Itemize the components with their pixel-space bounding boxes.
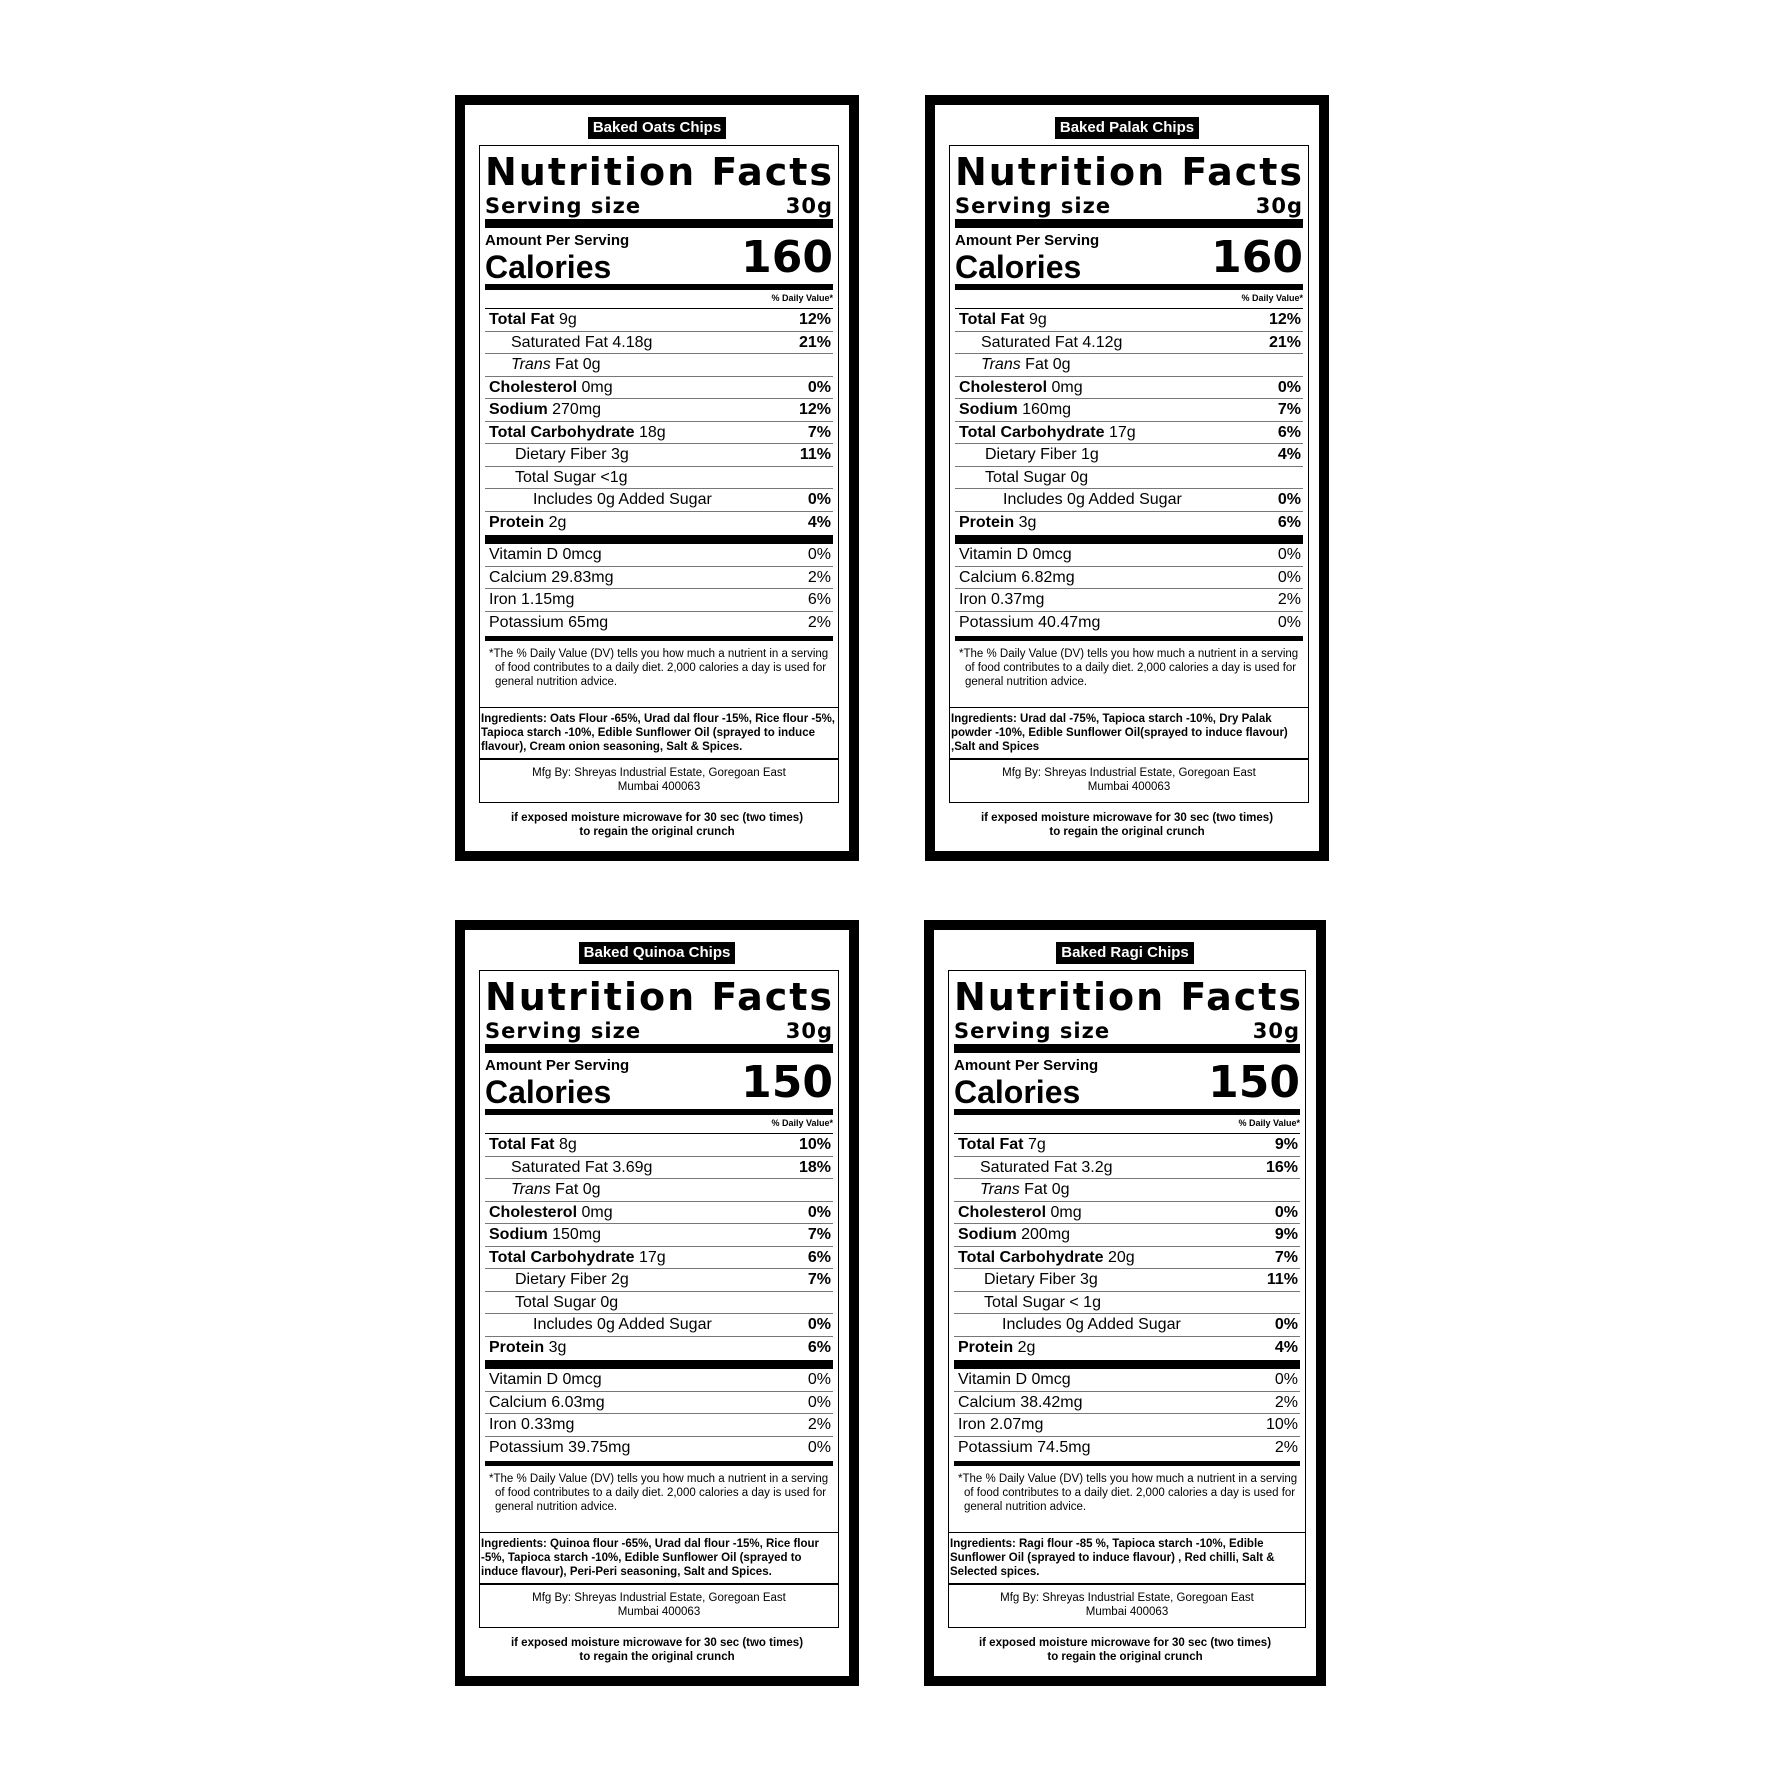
- vitamin-name: Potassium 74.5mg: [958, 1438, 1091, 1456]
- nutrient-amount: 0g: [1070, 468, 1089, 486]
- calories-label: Calories: [485, 249, 612, 285]
- vitamin-name: Potassium 40.47mg: [959, 613, 1101, 631]
- nutrient-dv: 0%: [1277, 378, 1301, 396]
- nutrient-name: Includes 0g Added Sugar: [1002, 1316, 1181, 1333]
- nutrient-row: [955, 512, 1303, 535]
- nutrient-name: Protein: [958, 1338, 1014, 1356]
- nutrient-amount: 3g: [611, 446, 629, 463]
- nutrient-amount: 9g: [1028, 311, 1047, 328]
- nutrient-name: Total Fat: [958, 1136, 1024, 1153]
- calories-label: Calories: [955, 249, 1082, 285]
- nutrient-dv: 21%: [1268, 333, 1301, 351]
- vitamin-name: Potassium 65mg: [489, 613, 609, 631]
- nutrient-row: [955, 444, 1303, 467]
- nutrient-amount: 7g: [1027, 1136, 1046, 1153]
- nutrient-amount: 2g: [611, 1271, 629, 1288]
- vitamin-dv: 2%: [1274, 1438, 1298, 1456]
- nutrient-row: [485, 512, 833, 535]
- nutrient-name: Trans: [980, 1181, 1020, 1198]
- nutrient-name: Sodium: [489, 1226, 548, 1243]
- vitamin-name: Potassium 39.75mg: [489, 1438, 631, 1456]
- nutrient-rows: [485, 1133, 833, 1359]
- vitamin-name: Vitamin D 0mcg: [958, 1371, 1071, 1388]
- serving-size-value: 30g: [785, 1019, 833, 1043]
- serving-size-label: Serving size: [954, 1019, 1111, 1043]
- nutrient-dv: 9%: [1274, 1136, 1298, 1153]
- nutrient-name: Protein: [959, 513, 1015, 531]
- daily-value-header: % Daily Value*: [771, 1118, 833, 1128]
- nutrient-row: [955, 332, 1303, 355]
- nutrient-name: Dietary Fiber: [515, 446, 607, 463]
- vitamin-name: Iron 1.15mg: [489, 591, 575, 608]
- nutrient-name: Sodium: [958, 1226, 1017, 1243]
- vitamin-name: Iron 0.37mg: [959, 591, 1045, 608]
- nutrition-panel: [949, 145, 1309, 759]
- manufacturer-line: Mumbai 400063: [617, 781, 701, 793]
- vitamin-name: Calcium 6.03mg: [489, 1393, 605, 1411]
- nutrient-name: Saturated Fat: [511, 333, 608, 351]
- nutrient-amount: 8g: [558, 1136, 577, 1153]
- vitamin-row: [954, 1369, 1300, 1392]
- nutrient-name: Includes 0g Added Sugar: [533, 1316, 712, 1333]
- microwave-note-line: to regain the original crunch: [1047, 1651, 1203, 1663]
- nutrient-name: Trans: [981, 356, 1021, 373]
- nutrient-amount: 20g: [1107, 1248, 1135, 1266]
- nutrient-dv: [1301, 467, 1303, 489]
- label-card: [925, 95, 1329, 861]
- nutrient-row: [485, 1292, 833, 1315]
- vitamin-dv: 2%: [807, 613, 831, 631]
- vitamin-name: Calcium 38.42mg: [958, 1393, 1083, 1411]
- manufacturer-line: Mfg By: Shreyas Industrial Estate, Goregoan East: [1000, 1592, 1254, 1604]
- vitamin-row: [485, 1369, 833, 1392]
- nutrient-dv: [831, 1292, 833, 1314]
- nutrient-name: Dietary Fiber: [985, 446, 1077, 463]
- nutrient-name: Dietary Fiber: [515, 1271, 607, 1288]
- nutrient-amount: 18g: [638, 423, 666, 441]
- nutrient-name: Includes 0g Added Sugar: [533, 491, 712, 508]
- nutrient-dv: 7%: [1274, 1248, 1298, 1266]
- microwave-note-line: if exposed moisture microwave for 30 sec (two times): [510, 812, 804, 824]
- nutrient-name: Cholesterol: [958, 1203, 1047, 1221]
- manufacturer-box: [479, 1584, 839, 1628]
- vitamin-rows: [485, 535, 833, 634]
- nutrient-dv: 6%: [807, 1338, 831, 1356]
- nutrient-dv: 0%: [1274, 1316, 1298, 1333]
- nutrient-row: [955, 354, 1303, 377]
- nutrient-dv: 18%: [798, 1158, 831, 1176]
- nutrition-facts-title: Nutrition Facts: [485, 150, 835, 194]
- nutrient-row: [485, 1247, 833, 1270]
- nutrient-amount: 17g: [638, 1248, 666, 1266]
- nutrition-panel: [479, 145, 839, 759]
- nutrient-dv: [831, 467, 833, 489]
- vitamin-dv: 0%: [1277, 613, 1301, 631]
- nutrient-name: Trans: [511, 1181, 551, 1198]
- daily-value-footnote: *The % Daily Value (DV) tells you how much a nutrient in a serving of food contributes to a daily diet. 2,000 calories a day is used for general nutrition advice.: [489, 1473, 829, 1513]
- vitamin-row: [955, 567, 1303, 590]
- microwave-note-line: if exposed moisture microwave for 30 sec (two times): [980, 812, 1274, 824]
- nutrient-amount: 0mg: [581, 378, 613, 396]
- nutrient-row: [954, 1157, 1300, 1180]
- nutrient-name: Protein: [489, 513, 545, 531]
- vitamin-dv: 6%: [807, 591, 831, 608]
- nutrient-row: [485, 309, 833, 332]
- product-name-badge: [465, 942, 849, 966]
- nutrient-name: Sodium: [489, 401, 548, 418]
- nutrient-dv: 0%: [1274, 1203, 1298, 1221]
- nutrient-dv: 7%: [807, 423, 831, 441]
- calories-label: Calories: [485, 1074, 612, 1110]
- serving-size-label: Serving size: [485, 194, 642, 218]
- manufacturer-box: [949, 759, 1309, 803]
- vitamin-row: [485, 1437, 833, 1460]
- ingredients-text: Ingredients: Quinoa flour -65%, Urad dal flour -15%, Rice flour -5%, Tapioca starch -10%, Edible Sunflower Oil (sprayed to induce flavour), Peri-Peri seasoning, Salt and Spices.: [479, 1532, 839, 1583]
- nutrient-row: [954, 1247, 1300, 1270]
- nutrient-name: Sodium: [959, 401, 1018, 418]
- nutrient-name: Saturated Fat: [980, 1158, 1077, 1176]
- nutrient-amount: 150mg: [552, 1226, 602, 1243]
- nutrient-row: [485, 1134, 833, 1157]
- nutrient-row: [954, 1269, 1300, 1292]
- nutrient-dv: 7%: [1277, 401, 1301, 418]
- serving-size-value: 30g: [785, 194, 833, 218]
- nutrient-amount: Fat 0g: [555, 356, 601, 373]
- ingredients-text: Ingredients: Urad dal -75%, Tapioca starch -10%, Dry Palak powder -10%, Edible Sunflower Oil(sprayed to induce flavour) ,Salt and Spices: [949, 707, 1309, 758]
- serving-size-label: Serving size: [485, 1019, 642, 1043]
- daily-value-header: % Daily Value*: [1238, 1118, 1300, 1128]
- vitamin-row: [955, 589, 1303, 612]
- vitamin-dv: 0%: [807, 1371, 831, 1388]
- product-name-badge: [465, 117, 849, 141]
- vitamin-dv: 2%: [1274, 1393, 1298, 1411]
- microwave-note-line: to regain the original crunch: [579, 826, 735, 838]
- vitamin-row: [485, 589, 833, 612]
- nutrient-name: Total Fat: [489, 311, 555, 328]
- nutrient-amount: 4.12g: [1082, 333, 1123, 351]
- nutrient-name: Total Carbohydrate: [489, 423, 635, 441]
- product-name: Baked Oats Chips: [588, 117, 726, 139]
- nutrient-rows: [485, 308, 833, 534]
- vitamin-name: Calcium 29.83mg: [489, 568, 614, 586]
- calories-value: 150: [741, 1057, 833, 1108]
- manufacturer-line: Mumbai 400063: [1087, 781, 1171, 793]
- serving-size-row: [485, 194, 833, 228]
- daily-value-footnote: *The % Daily Value (DV) tells you how much a nutrient in a serving of food contributes to a daily diet. 2,000 calories a day is used for general nutrition advice.: [959, 648, 1299, 688]
- product-name: Baked Palak Chips: [1055, 117, 1199, 139]
- nutrient-dv: [831, 1179, 833, 1201]
- nutrient-row: [955, 422, 1303, 445]
- nutrient-dv: 6%: [1277, 513, 1301, 531]
- nutrient-row: [485, 377, 833, 400]
- vitamin-dv: 0%: [1274, 1371, 1298, 1388]
- nutrient-amount: 4.18g: [612, 333, 653, 351]
- nutrient-row: [955, 309, 1303, 332]
- vitamin-row: [954, 1414, 1300, 1437]
- nutrient-amount: 3.2g: [1081, 1158, 1113, 1176]
- serving-size-label: Serving size: [955, 194, 1112, 218]
- amount-per-serving-label: Amount Per Serving: [954, 1057, 1099, 1074]
- daily-value-header: % Daily Value*: [1241, 293, 1303, 303]
- vitamin-row: [485, 1414, 833, 1437]
- ingredients-text: Ingredients: Oats Flour -65%, Urad dal flour -15%, Rice flour -5%, Tapioca starch -10%, Edible Sunflower Oil (sprayed to induce flavour), Cream onion seasoning, Salt & Spices.: [479, 707, 839, 758]
- nutrient-row: [954, 1337, 1300, 1360]
- vitamin-name: Vitamin D 0mcg: [489, 1371, 602, 1388]
- calories-block: [485, 1053, 833, 1115]
- serving-size-row: [955, 194, 1303, 228]
- nutrient-dv: 6%: [807, 1248, 831, 1266]
- nutrient-dv: 0%: [807, 378, 831, 396]
- nutrient-amount: <1g: [600, 468, 628, 486]
- vitamin-dv: 2%: [807, 1416, 831, 1433]
- nutrient-name: Saturated Fat: [981, 333, 1078, 351]
- nutrient-name: Total Fat: [959, 311, 1025, 328]
- serving-size-value: 30g: [1255, 194, 1303, 218]
- label-card: [924, 920, 1326, 1686]
- nutrient-name: Trans: [511, 356, 551, 373]
- microwave-note: [945, 811, 1309, 839]
- calories-value: 160: [1211, 232, 1303, 283]
- nutrient-rows: [954, 1133, 1300, 1359]
- nutrient-name: Total Carbohydrate: [958, 1248, 1104, 1266]
- nutrient-row: [954, 1134, 1300, 1157]
- nutrient-name: Protein: [489, 1338, 545, 1356]
- nutrition-facts-title: Nutrition Facts: [955, 150, 1305, 194]
- vitamin-name: Vitamin D 0mcg: [489, 546, 602, 563]
- vitamin-name: Vitamin D 0mcg: [959, 546, 1072, 563]
- nutrient-row: [485, 422, 833, 445]
- nutrient-row: [485, 1179, 833, 1202]
- vitamin-row: [955, 544, 1303, 567]
- nutrient-dv: 12%: [798, 401, 831, 418]
- nutrient-amount: 9g: [558, 311, 577, 328]
- vitamin-name: Iron 2.07mg: [958, 1416, 1044, 1433]
- nutrient-name: Total Fat: [489, 1136, 555, 1153]
- nutrient-dv: 12%: [1268, 311, 1301, 328]
- nutrient-dv: 12%: [798, 311, 831, 328]
- microwave-note-line: to regain the original crunch: [579, 1651, 735, 1663]
- nutrition-facts-title: Nutrition Facts: [954, 975, 1304, 1019]
- nutrient-dv: 21%: [798, 333, 831, 351]
- nutrient-name: Total Sugar: [984, 1293, 1065, 1311]
- nutrient-amount: 3g: [548, 1338, 567, 1356]
- nutrient-name: Total Carbohydrate: [959, 423, 1105, 441]
- nutrient-row: [485, 467, 833, 490]
- nutrient-amount: 3g: [1080, 1271, 1098, 1288]
- nutrient-row: [954, 1202, 1300, 1225]
- nutrient-amount: Fat 0g: [1025, 356, 1071, 373]
- nutrient-dv: 7%: [807, 1271, 831, 1288]
- nutrient-row: [485, 489, 833, 512]
- nutrient-name: Total Sugar: [515, 468, 596, 486]
- nutrient-dv: 0%: [807, 491, 831, 508]
- vitamin-row: [485, 544, 833, 567]
- ingredients-text: Ingredients: Ragi flour -85 %, Tapioca starch -10%, Edible Sunflower Oil (sprayed to induce flavour) , Red chilli, Salt & Selected spices.: [948, 1532, 1306, 1583]
- manufacturer-line: Mfg By: Shreyas Industrial Estate, Goregoan East: [532, 1592, 786, 1604]
- nutrient-amount: Fat 0g: [1024, 1181, 1070, 1198]
- nutrient-dv: 4%: [807, 513, 831, 531]
- vitamin-row: [954, 1392, 1300, 1415]
- vitamin-name: Calcium 6.82mg: [959, 568, 1075, 586]
- nutrient-amount: 0mg: [1050, 1203, 1082, 1221]
- nutrient-dv: 11%: [799, 446, 831, 463]
- nutrient-amount: 200mg: [1021, 1226, 1071, 1243]
- nutrient-amount: 160mg: [1022, 401, 1072, 418]
- nutrient-dv: [1298, 1292, 1300, 1314]
- nutrient-row: [485, 1314, 833, 1337]
- nutrient-dv: 0%: [807, 1316, 831, 1333]
- nutrient-row: [485, 354, 833, 377]
- vitamin-row: [954, 1437, 1300, 1460]
- calories-block: [954, 1053, 1300, 1115]
- daily-value-header: % Daily Value*: [771, 293, 833, 303]
- nutrient-name: Total Sugar: [515, 1293, 596, 1311]
- nutrient-amount: 0mg: [581, 1203, 613, 1221]
- nutrient-row: [485, 1224, 833, 1247]
- nutrient-dv: [1301, 354, 1303, 376]
- manufacturer-line: Mfg By: Shreyas Industrial Estate, Goregoan East: [1002, 767, 1256, 779]
- nutrient-dv: 0%: [1277, 491, 1301, 508]
- manufacturer-line: Mumbai 400063: [1085, 1606, 1169, 1618]
- nutrition-panel: [479, 970, 839, 1584]
- product-name: Baked Ragi Chips: [1056, 942, 1194, 964]
- microwave-note: [475, 1636, 839, 1664]
- microwave-note-line: if exposed moisture microwave for 30 sec (two times): [510, 1637, 804, 1649]
- nutrient-dv: 7%: [807, 1226, 831, 1243]
- nutrient-name: Total Carbohydrate: [489, 1248, 635, 1266]
- vitamin-row: [485, 567, 833, 590]
- nutrient-dv: [1298, 1179, 1300, 1201]
- nutrient-dv: 9%: [1274, 1226, 1298, 1243]
- manufacturer-box: [479, 759, 839, 803]
- manufacturer-line: Mfg By: Shreyas Industrial Estate, Goregoan East: [532, 767, 786, 779]
- product-name: Baked Quinoa Chips: [579, 942, 736, 964]
- nutrient-row: [955, 377, 1303, 400]
- nutrient-row: [485, 399, 833, 422]
- calories-block: [485, 228, 833, 290]
- product-name-badge: [934, 942, 1316, 966]
- nutrient-dv: 0%: [807, 1203, 831, 1221]
- amount-per-serving-label: Amount Per Serving: [485, 232, 630, 249]
- serving-size-value: 30g: [1252, 1019, 1300, 1043]
- vitamin-name: Iron 0.33mg: [489, 1416, 575, 1433]
- nutrient-amount: 270mg: [552, 401, 602, 418]
- nutrient-dv: 11%: [1266, 1271, 1298, 1288]
- nutrient-name: Total Sugar: [985, 468, 1066, 486]
- nutrient-row: [955, 399, 1303, 422]
- manufacturer-line: Mumbai 400063: [617, 1606, 701, 1618]
- nutrient-row: [954, 1179, 1300, 1202]
- calories-label: Calories: [954, 1074, 1081, 1110]
- nutrient-name: Cholesterol: [489, 1203, 578, 1221]
- calories-value: 150: [1208, 1057, 1300, 1108]
- nutrient-row: [485, 332, 833, 355]
- nutrient-name: Dietary Fiber: [984, 1271, 1076, 1288]
- vitamin-row: [485, 1392, 833, 1415]
- vitamin-row: [485, 612, 833, 635]
- vitamin-row: [955, 612, 1303, 635]
- label-card: [455, 920, 859, 1686]
- vitamin-dv: 0%: [1277, 546, 1301, 563]
- nutrient-rows: [955, 308, 1303, 534]
- nutrient-row: [955, 489, 1303, 512]
- nutrient-amount: Fat 0g: [555, 1181, 601, 1198]
- nutrient-dv: [831, 354, 833, 376]
- vitamin-rows: [485, 1360, 833, 1459]
- serving-size-row: [954, 1019, 1300, 1053]
- nutrient-amount: 3.69g: [612, 1158, 653, 1176]
- product-name-badge: [935, 117, 1319, 141]
- nutrient-amount: 0mg: [1051, 378, 1083, 396]
- vitamin-dv: 0%: [1277, 568, 1301, 586]
- daily-value-footnote: *The % Daily Value (DV) tells you how much a nutrient in a serving of food contributes to a daily diet. 2,000 calories a day is used for general nutrition advice.: [489, 648, 829, 688]
- label-card: [455, 95, 859, 861]
- nutrient-row: [954, 1292, 1300, 1315]
- nutrient-dv: 4%: [1277, 446, 1301, 463]
- nutrient-name: Cholesterol: [489, 378, 578, 396]
- nutrient-amount: 2g: [548, 513, 567, 531]
- vitamin-rows: [954, 1360, 1300, 1459]
- calories-block: [955, 228, 1303, 290]
- nutrient-row: [485, 1337, 833, 1360]
- nutrient-name: Cholesterol: [959, 378, 1048, 396]
- nutrient-row: [485, 1269, 833, 1292]
- nutrient-dv: 16%: [1265, 1158, 1298, 1176]
- microwave-note-line: if exposed moisture microwave for 30 sec (two times): [978, 1637, 1272, 1649]
- vitamin-dv: 10%: [1265, 1416, 1298, 1433]
- nutrient-row: [955, 467, 1303, 490]
- amount-per-serving-label: Amount Per Serving: [955, 232, 1100, 249]
- vitamin-dv: 0%: [807, 546, 831, 563]
- nutrient-dv: 4%: [1274, 1338, 1298, 1356]
- nutrition-panel: [948, 970, 1306, 1584]
- nutrient-name: Saturated Fat: [511, 1158, 608, 1176]
- nutrition-facts-title: Nutrition Facts: [485, 975, 835, 1019]
- nutrient-amount: 0g: [600, 1293, 619, 1311]
- nutrient-dv: 10%: [798, 1136, 831, 1153]
- amount-per-serving-label: Amount Per Serving: [485, 1057, 630, 1074]
- nutrient-amount: 3g: [1018, 513, 1037, 531]
- nutrient-amount: 1g: [1081, 446, 1099, 463]
- manufacturer-box: [948, 1584, 1306, 1628]
- nutrient-row: [485, 1157, 833, 1180]
- vitamin-dv: 2%: [807, 568, 831, 586]
- vitamin-rows: [955, 535, 1303, 634]
- nutrient-dv: 6%: [1277, 423, 1301, 441]
- microwave-note-line: to regain the original crunch: [1049, 826, 1205, 838]
- daily-value-footnote: *The % Daily Value (DV) tells you how much a nutrient in a serving of food contributes to a daily diet. 2,000 calories a day is used for general nutrition advice.: [958, 1473, 1298, 1513]
- vitamin-dv: 0%: [807, 1393, 831, 1411]
- serving-size-row: [485, 1019, 833, 1053]
- nutrient-name: Includes 0g Added Sugar: [1003, 491, 1182, 508]
- nutrient-row: [485, 444, 833, 467]
- vitamin-dv: 0%: [807, 1438, 831, 1456]
- nutrient-amount: < 1g: [1069, 1293, 1101, 1311]
- microwave-note: [944, 1636, 1306, 1664]
- nutrient-amount: 17g: [1108, 423, 1136, 441]
- microwave-note: [475, 811, 839, 839]
- calories-value: 160: [741, 232, 833, 283]
- vitamin-dv: 2%: [1277, 591, 1301, 608]
- nutrient-row: [485, 1202, 833, 1225]
- nutrient-row: [954, 1314, 1300, 1337]
- nutrient-row: [954, 1224, 1300, 1247]
- nutrient-amount: 2g: [1017, 1338, 1036, 1356]
